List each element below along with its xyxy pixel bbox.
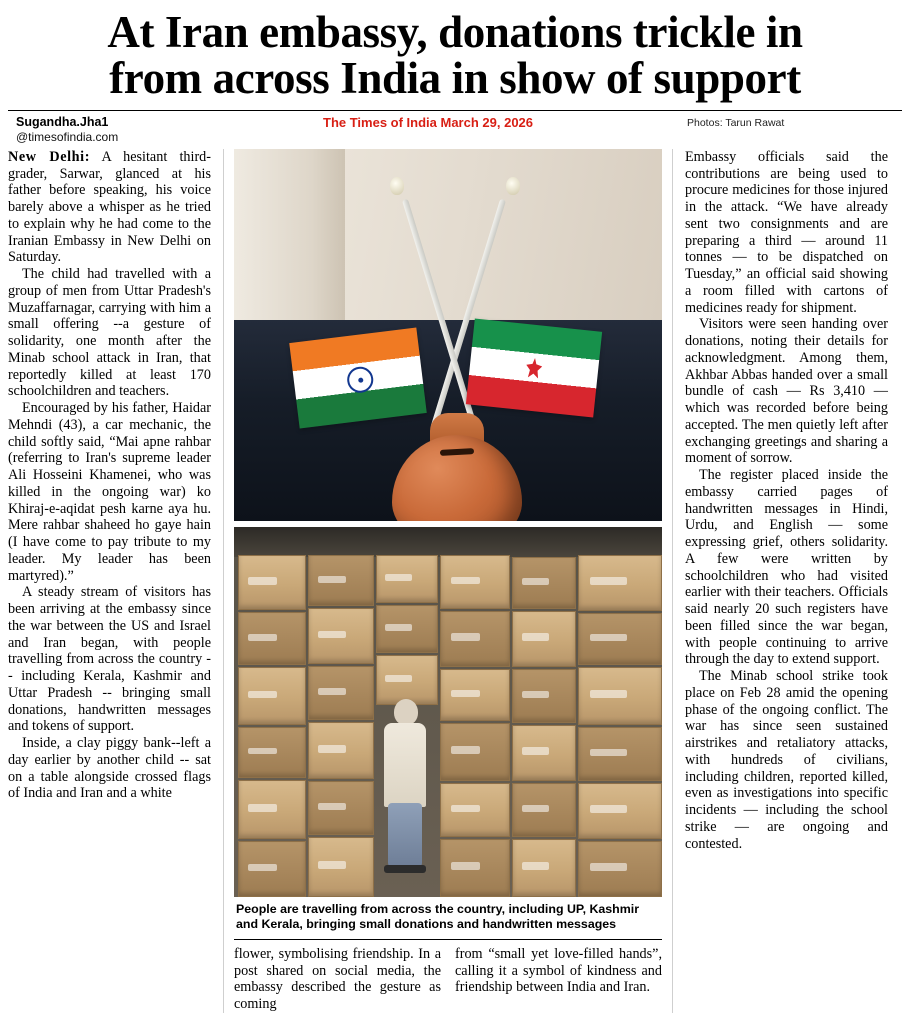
page-title — [0, 0, 910, 102]
paragraph — [8, 149, 211, 266]
ceiling — [234, 527, 662, 557]
middle-subcolumn-right — [455, 946, 662, 1013]
column-right — [673, 149, 888, 1013]
flagpole-finial-right — [506, 177, 520, 195]
carton — [440, 723, 510, 781]
carton — [578, 613, 662, 665]
paragraph: Encouraged by his father, Haidar Mehndi (43), a car mechanic, the child softly said, “Mai apne rahbar (referring to Iran's supreme leader Ali Hosseini Khamenei, who was killed in the ongoing war) ko Khiraj-e-aqidat pesh karne aya hu. Mere rahbar shaheed ho gaye hain (I have come to pay tribute to my leader. My leader has been martyred).” — [8, 400, 211, 584]
carton — [376, 555, 438, 603]
carton — [308, 666, 374, 720]
paragraph: The child had travelled with a group of men from Uttar Pradesh's Muzaffarnagar, carrying with him a small offering --a gesture of solidarity, one month after the Minab school attack in Iran, that reportedly killed at least 170 schoolchildren and teachers. — [8, 266, 211, 400]
carton — [578, 841, 662, 897]
carton — [578, 783, 662, 839]
carton — [238, 612, 306, 665]
carton — [376, 605, 438, 653]
paragraph: A steady stream of visitors has been arriving at the embassy since the war between the US and Israel and Iran began, with people travelling from across the country -- including Kerala, Kashmir and Uttar Pradesh -- bringing small donations, handwritten messages and tokens of support. — [8, 584, 211, 735]
carton — [308, 837, 374, 897]
headline-divider — [8, 110, 902, 111]
paragraph: from “small yet love-filled hands”, calling it a symbol of kindness and friendship between India and Iran. — [455, 945, 662, 996]
paragraph: Embassy officials said the contributions are being used to procure medicines for those injured in the attack. “We have already sent two consignments and are preparing a third — around 11 tonnes — to be dispatched on Tuesday,” an official said showing a room filled with cartons of medicines ready for shipment. — [685, 148, 888, 316]
carton — [308, 781, 374, 835]
carton — [578, 555, 662, 611]
carton — [308, 722, 374, 780]
carton — [238, 555, 306, 610]
carton-stack — [376, 555, 438, 705]
paragraph: The register placed inside the embassy carried pages of handwritten messages in Hindi, Urdu, and English — some expressing grief, others solidarity. A few were written by schoolchildren who had visited earlier with their teachers. Officials said nearly 20 such registers have been filled since the war began, with people continuing to arrive through the day to extend support. — [685, 467, 888, 668]
carton — [440, 783, 510, 837]
publication-date: The Times of India March 29, 2026 — [323, 114, 534, 130]
middle-column-text — [234, 946, 662, 1013]
carton — [578, 667, 662, 725]
photo-credit: Photos: Tarun Rawat — [687, 116, 785, 129]
carton-stack — [440, 555, 510, 897]
person-shoes — [384, 865, 426, 873]
carton — [512, 725, 576, 781]
carton-stack — [308, 555, 374, 897]
middle-subcolumn-left — [234, 946, 441, 1013]
carton — [440, 839, 510, 897]
person-head — [394, 699, 418, 725]
headline-line-2: from across India in show of support — [109, 52, 801, 103]
carton — [512, 611, 576, 667]
carton — [440, 669, 510, 721]
article-meta — [0, 115, 910, 149]
carton — [238, 727, 306, 778]
carton — [512, 839, 576, 897]
article-body — [0, 149, 910, 1013]
iran-flag-icon — [466, 318, 602, 417]
photo-flags-and-piggy-bank — [234, 149, 662, 521]
paragraph: The Minab school strike took place on Feb 28 amid the opening phase of the ongoing conflict. The war has since seen sustained airstrikes and retaliatory attacks, with hundreds of civilians, including children, reported killed, even as investigations into specific incidents — including the school strike — are ongoing and contested. — [685, 668, 888, 852]
photo-medicine-cartons — [234, 527, 662, 897]
carton — [512, 557, 576, 609]
column-middle — [223, 149, 673, 1013]
carton-stack — [512, 555, 576, 897]
paragraph-text: A hesitant third-grader, Sarwar, glanced at his father before speaking, his voice barely above a whisper as he tried to explain why he had come to the Iranian Embassy in New Delhi on Saturday. — [8, 148, 211, 266]
headline-line-1: At Iran embassy, donations trickle in — [107, 7, 803, 57]
carton-stack — [238, 555, 306, 897]
dateline: New Delhi: — [8, 148, 91, 165]
carton — [238, 667, 306, 724]
column-left — [8, 149, 223, 1013]
carton — [578, 727, 662, 781]
carton-stack — [578, 555, 662, 897]
carton — [512, 669, 576, 723]
byline — [8, 115, 223, 146]
photo-caption: People are travelling from across the country, including UP, Kashmir and Kerala, bringing small donations and handwritten messages — [234, 897, 662, 940]
ashoka-chakra-icon — [346, 365, 375, 394]
carton — [440, 611, 510, 667]
person-legs — [388, 803, 422, 867]
curtain — [234, 149, 345, 320]
person-torso — [384, 723, 426, 807]
iran-emblem-icon — [525, 357, 543, 379]
carton — [238, 780, 306, 839]
carton — [238, 841, 306, 896]
paragraph: flower, symbolising friendship. In a post shared on social media, the embassy described the gesture as coming — [234, 945, 441, 1013]
india-flag-icon — [289, 327, 427, 428]
carton — [440, 555, 510, 609]
byline-handle: @timesofindia.com — [16, 130, 119, 145]
flagpole-finial-left — [390, 177, 404, 195]
paragraph: Inside, a clay piggy bank--left a day earlier by another child -- sat on a table alongside crossed flags of India and Iran and a white — [8, 735, 211, 802]
byline-author: Sugandha.Jha1 — [16, 114, 109, 129]
carton — [376, 655, 438, 705]
carton — [512, 783, 576, 837]
carton — [308, 608, 374, 664]
paragraph: Visitors were seen handing over donations, noting their details for acknowledgment. Among them, Akhbar Abbas handed over a small bundle of cash — Rs 3,410 — which was recorded before being accepted. The men quietly left after exchanging greetings and sharing a moment of sorrow. — [685, 316, 888, 467]
carton — [308, 555, 374, 607]
